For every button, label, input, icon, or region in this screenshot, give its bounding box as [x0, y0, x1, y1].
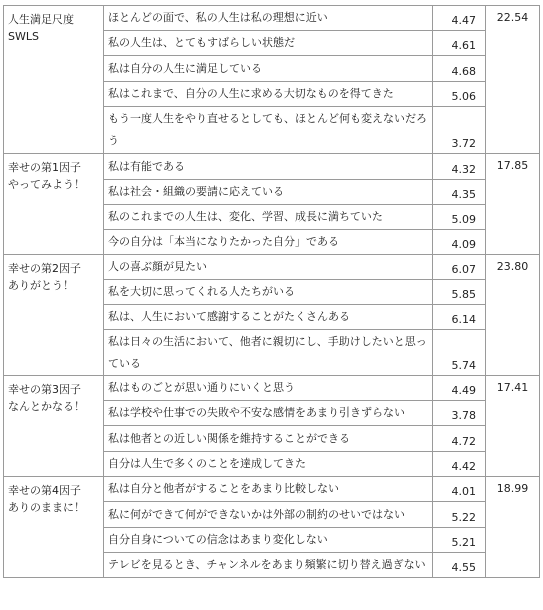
item-score: 5.21 [433, 528, 486, 553]
item-text: 私は自分と他者がすることをあまり比較しない [104, 477, 433, 502]
item-score: 4.32 [433, 154, 486, 180]
item-score: 4.35 [433, 180, 486, 205]
factor-cell-3 [4, 376, 104, 477]
item-score: 4.47 [433, 6, 486, 31]
factor-cell-1 [4, 154, 104, 255]
item-text: 自分自身についての信念はあまり変化しない [104, 528, 433, 553]
item-text: 私のこれまでの人生は、変化、学習、成長に満ちていた [104, 205, 433, 230]
item-score: 6.07 [433, 255, 486, 280]
item-score: 3.72 [433, 107, 486, 154]
item-text: もう一度人生をやり直せるとしても、ほとんど何も変えないだろう [104, 107, 433, 154]
item-score: 4.61 [433, 31, 486, 56]
factor-name: 幸せの第1因子 [8, 161, 81, 174]
factor-cell-4 [4, 477, 104, 578]
item-score: 6.14 [433, 305, 486, 330]
item-score: 5.09 [433, 205, 486, 230]
item-text: 私は学校や仕事での失敗や不安な感情をあまり引きずらない [104, 401, 433, 426]
table-row [4, 477, 540, 502]
factor-name: 幸せの第2因子 [8, 262, 81, 275]
item-text: 私はものごとが思い通りにいくと思う [104, 376, 433, 401]
item-score: 5.85 [433, 280, 486, 305]
item-score: 4.09 [433, 230, 486, 255]
item-text: 私は自分の人生に満足している [104, 56, 433, 82]
group-total: 22.54 [486, 6, 540, 154]
factor-subname: ありがとう！ [8, 279, 74, 292]
factor-subname: ありのままに！ [8, 501, 85, 514]
happiness-score-table [3, 5, 540, 578]
table-row [4, 255, 540, 280]
item-text: ほとんどの面で、私の人生は私の理想に近い [104, 6, 433, 31]
item-text: 自分は人生で多くのことを達成してきた [104, 452, 433, 477]
table-row [4, 154, 540, 180]
factor-subname: なんとかなる！ [8, 400, 85, 413]
item-text: 私は日々の生活において、他者に親切にし、手助けしたいと思っている [104, 330, 433, 376]
item-text: 私の人生は、とてもすばらしい状態だ [104, 31, 433, 56]
group-total: 18.99 [486, 477, 540, 578]
item-score: 4.68 [433, 56, 486, 82]
item-score: 4.49 [433, 376, 486, 401]
item-score: 5.22 [433, 502, 486, 528]
factor-subname: やってみよう！ [8, 178, 85, 191]
item-score: 4.01 [433, 477, 486, 502]
item-score: 3.78 [433, 401, 486, 426]
group-total: 17.85 [486, 154, 540, 255]
item-text: 私に何ができて何ができないかは外部の制約のせいではない [104, 502, 433, 528]
item-text: テレビを見るとき、チャンネルをあまり頻繁に切り替え過ぎない [104, 553, 433, 578]
factor-name: 人生満足尺度 [8, 13, 74, 26]
factor-subname: SWLS [8, 30, 39, 43]
item-text: 今の自分は「本当になりたかった自分」である [104, 230, 433, 255]
item-text: 私はこれまで、自分の人生に求める大切なものを得てきた [104, 82, 433, 107]
item-score: 4.55 [433, 553, 486, 578]
group-total: 23.80 [486, 255, 540, 376]
group-total: 17.41 [486, 376, 540, 477]
item-score: 5.74 [433, 330, 486, 376]
table-row [4, 6, 540, 31]
table-row [4, 376, 540, 401]
item-text: 人の喜ぶ顔が見たい [104, 255, 433, 280]
factor-name: 幸せの第4因子 [8, 484, 81, 497]
item-text: 私は、人生において感謝することがたくさんある [104, 305, 433, 330]
factor-name: 幸せの第3因子 [8, 383, 81, 396]
item-text: 私は他者との近しい関係を維持することができる [104, 426, 433, 452]
factor-cell-swls [4, 6, 104, 154]
item-score: 5.06 [433, 82, 486, 107]
factor-cell-2 [4, 255, 104, 376]
item-text: 私を大切に思ってくれる人たちがいる [104, 280, 433, 305]
item-text: 私は社会・組織の要請に応えている [104, 180, 433, 205]
item-score: 4.72 [433, 426, 486, 452]
item-score: 4.42 [433, 452, 486, 477]
item-text: 私は有能である [104, 154, 433, 180]
